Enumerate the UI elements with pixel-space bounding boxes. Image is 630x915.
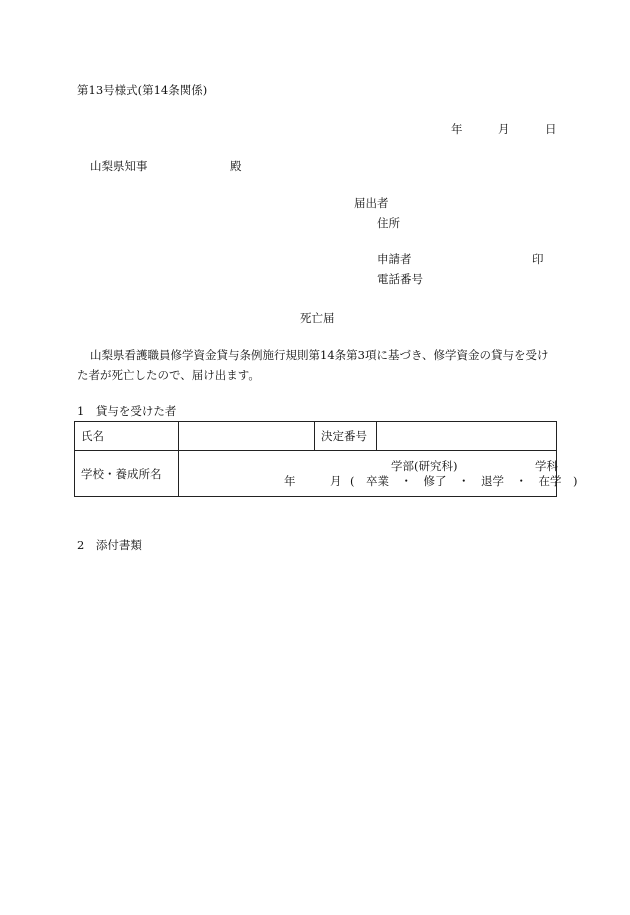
addressee-title: 山梨県知事 <box>90 159 148 173</box>
recipient-table <box>74 421 578 497</box>
seal-mark: 印 <box>532 252 544 266</box>
body-text-line-1: 山梨県看護職員修学資金貸与条例施行規則第14条第3項に基づき、修学資金の貸与を受け <box>90 348 549 362</box>
addressee-honorific: 殿 <box>230 159 242 173</box>
document-title: 死亡届 <box>300 311 335 325</box>
phone-label: 電話番号 <box>377 272 423 286</box>
school-value-cell[interactable] <box>179 451 578 497</box>
name-label: 氏名 <box>81 429 104 443</box>
month-label: 月 <box>330 474 342 488</box>
faculty-label: 学部(研究科) <box>391 459 458 473</box>
department-label: 学科 <box>535 459 558 473</box>
school-label-cell <box>75 451 179 497</box>
form-number: 第13号様式(第14条関係) <box>77 83 208 97</box>
notifier-label: 届出者 <box>354 196 389 210</box>
school-line-1 <box>185 459 558 473</box>
decision-number-label-cell <box>315 422 377 451</box>
body-text-line-2: た者が死亡したので、届け出ます。 <box>77 368 260 382</box>
address-label: 住所 <box>377 216 400 230</box>
name-label-cell <box>75 422 179 451</box>
name-value-cell[interactable] <box>179 422 315 451</box>
date-year-label: 年 <box>451 122 463 136</box>
table-row <box>75 422 557 451</box>
table-row <box>75 451 557 497</box>
decision-number-value-cell[interactable] <box>377 422 557 451</box>
school-label: 学校・養成所名 <box>81 466 162 481</box>
applicant-label: 申請者 <box>377 252 412 266</box>
year-label: 年 <box>284 474 296 488</box>
date-day-label: 日 <box>545 122 557 136</box>
status-options: ( 卒業 ・ 修了 ・ 退学 ・ 在学 ) <box>350 474 578 488</box>
section1-heading: 1 貸与を受けた者 <box>77 404 177 418</box>
date-month-label: 月 <box>498 122 510 136</box>
decision-number-label: 決定番号 <box>321 429 367 443</box>
school-line-2 <box>185 474 578 488</box>
section2-heading: 2 添付書類 <box>77 538 142 552</box>
